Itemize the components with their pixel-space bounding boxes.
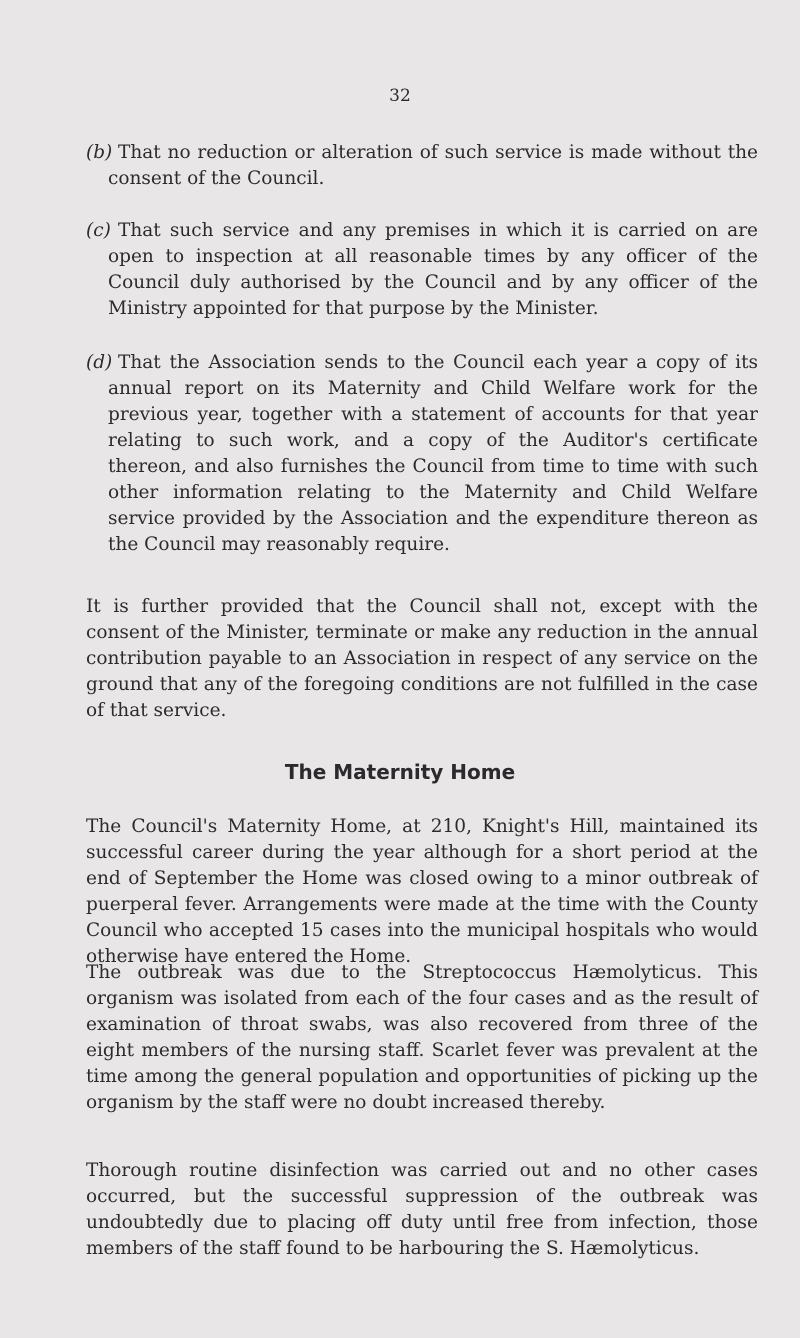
section-paragraph: The outbreak was due to the Streptococcus Hæmolyticus. This organism was isolated from each of the four cases and as the result of examination of throat swabs, was also recovered from three of the eight members of the nursing staff. Scarlet fever was prevalent at the time among the general population and opportunities of picking up the organism by the staff were no doubt increased thereby. xyxy=(86,962,758,1113)
condition-c xyxy=(86,218,758,322)
condition-marker: (c) xyxy=(86,220,111,241)
condition-d xyxy=(86,350,758,558)
condition-text: That such service and any premises in which it is carried on are open to inspection at all reasonable times by any officer of the Council duly authorised by the Council and by any officer of the Ministry appointed for that purpose by the Minister. xyxy=(108,220,758,319)
condition-marker: (b) xyxy=(86,142,113,163)
proviso-paragraph: It is further provided that the Council shall not, except with the consent of the Minister, terminate or make any reduction in the annual contribution payable to an Association in respect of any service on the ground that any of the foregoing conditions are not fulfilled in the case of that service. xyxy=(86,596,758,721)
condition-text: That no reduction or alteration of such service is made without the consent of the Council. xyxy=(108,142,758,189)
condition-b xyxy=(86,140,758,192)
condition-text: That the Association sends to the Council each year a copy of its annual report on its Maternity and Child Welfare work for the previous year, together with a statement of accounts for that year relating to such work, and a copy of the Auditor's certificate thereon, and also furnishes the Council from time to time with such other information relating to the Maternity and Child Welfare service provided by the Association and the expenditure thereon as the Council may reasonably require. xyxy=(108,352,758,555)
condition-marker: (d) xyxy=(86,352,113,373)
section-paragraph: The Council's Maternity Home, at 210, Knight's Hill, maintained its successful career during the year although for a short period at the end of September the Home was closed owing to a minor outbreak of puerperal fever. Arrangements were made at the time with the County Council who accepted 15 cases into the municipal hospitals who would otherwise have entered the Home. xyxy=(86,816,758,967)
page-number: 32 xyxy=(389,86,411,106)
section-paragraph: Thorough routine disinfection was carried out and no other cases occurred, but the successful suppression of the outbreak was undoubtedly due to placing off duty until free from infection, those members of the staff found to be harbouring the S. Hæmolyticus. xyxy=(86,1160,758,1259)
section-heading: The Maternity Home xyxy=(284,760,516,784)
